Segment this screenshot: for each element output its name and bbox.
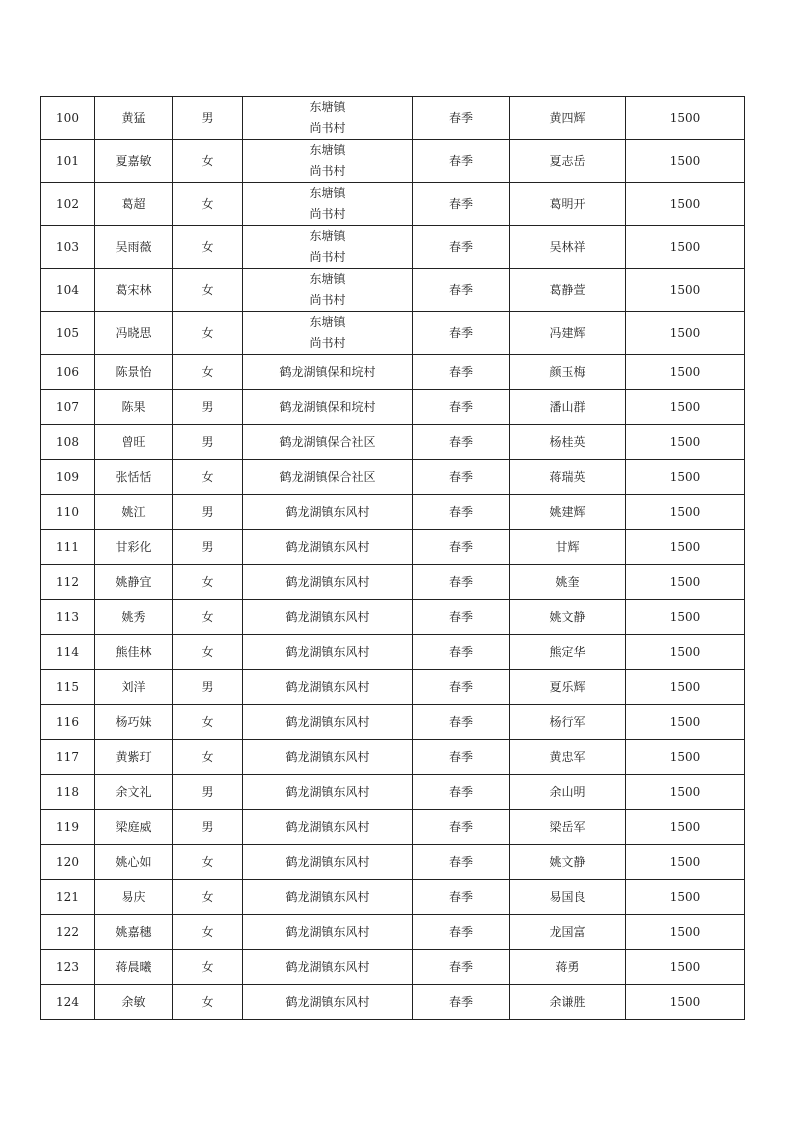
season-cell: 春季 [413, 312, 510, 355]
student-name-cell: 曾旺 [95, 425, 173, 460]
address-line: 东塘镇 [309, 143, 346, 157]
guardian-name-cell: 蒋瑞英 [510, 460, 626, 495]
guardian-name-cell: 蒋勇 [510, 950, 626, 985]
gender-cell: 女 [173, 985, 243, 1020]
amount-cell: 1500 [626, 635, 745, 670]
gender-cell: 女 [173, 140, 243, 183]
season-cell: 春季 [413, 460, 510, 495]
address-line: 东塘镇 [309, 186, 346, 200]
guardian-name-cell: 易国良 [510, 880, 626, 915]
amount-cell: 1500 [626, 565, 745, 600]
row-number-cell: 119 [41, 810, 95, 845]
amount-cell: 1500 [626, 670, 745, 705]
guardian-name-cell: 姚奎 [510, 565, 626, 600]
guardian-name-cell: 姚文静 [510, 845, 626, 880]
table-row [41, 950, 745, 985]
season-cell: 春季 [413, 600, 510, 635]
amount-cell: 1500 [626, 390, 745, 425]
gender-cell: 女 [173, 845, 243, 880]
season-cell: 春季 [413, 810, 510, 845]
table-row [41, 97, 745, 140]
row-number-cell: 108 [41, 425, 95, 460]
address-cell [243, 355, 413, 390]
row-number-cell: 110 [41, 495, 95, 530]
gender-cell: 男 [173, 530, 243, 565]
address-cell [243, 269, 413, 312]
roster-table [40, 96, 745, 1020]
gender-cell: 女 [173, 880, 243, 915]
table-row [41, 140, 745, 183]
table-row [41, 355, 745, 390]
address-line: 鹤龙湖镇东风村 [285, 959, 370, 974]
row-number-cell: 111 [41, 530, 95, 565]
student-name-cell: 张恬恬 [95, 460, 173, 495]
guardian-name-cell: 甘辉 [510, 530, 626, 565]
guardian-name-cell: 余山明 [510, 775, 626, 810]
student-name-cell: 杨巧妹 [95, 705, 173, 740]
row-number-cell: 122 [41, 915, 95, 950]
student-name-cell: 冯晓思 [95, 312, 173, 355]
student-name-cell: 葛宋林 [95, 269, 173, 312]
gender-cell: 男 [173, 670, 243, 705]
season-cell: 春季 [413, 635, 510, 670]
amount-cell: 1500 [626, 140, 745, 183]
address-cell [243, 950, 413, 985]
student-name-cell: 刘洋 [95, 670, 173, 705]
table-row [41, 269, 745, 312]
season-cell: 春季 [413, 390, 510, 425]
guardian-name-cell: 黄四辉 [510, 97, 626, 140]
amount-cell: 1500 [626, 183, 745, 226]
address-cell [243, 985, 413, 1020]
guardian-name-cell: 姚文静 [510, 600, 626, 635]
address-line: 鹤龙湖镇保合社区 [279, 469, 376, 484]
amount-cell: 1500 [626, 425, 745, 460]
amount-cell: 1500 [626, 226, 745, 269]
season-cell: 春季 [413, 140, 510, 183]
season-cell: 春季 [413, 226, 510, 269]
guardian-name-cell: 冯建辉 [510, 312, 626, 355]
amount-cell: 1500 [626, 495, 745, 530]
address-line: 东塘镇 [309, 229, 346, 243]
address-cell [243, 635, 413, 670]
season-cell: 春季 [413, 740, 510, 775]
address-cell [243, 312, 413, 355]
address-line: 鹤龙湖镇东风村 [285, 749, 370, 764]
table-row [41, 740, 745, 775]
address-cell [243, 530, 413, 565]
row-number-cell: 124 [41, 985, 95, 1020]
guardian-name-cell: 梁岳军 [510, 810, 626, 845]
row-number-cell: 116 [41, 705, 95, 740]
student-name-cell: 夏嘉敏 [95, 140, 173, 183]
row-number-cell: 121 [41, 880, 95, 915]
address-cell [243, 495, 413, 530]
address-line: 东塘镇 [309, 315, 346, 329]
student-name-cell: 吴雨薇 [95, 226, 173, 269]
guardian-name-cell: 杨桂英 [510, 425, 626, 460]
table-row [41, 670, 745, 705]
student-name-cell: 蒋晨曦 [95, 950, 173, 985]
address-line: 鹤龙湖镇东风村 [285, 539, 370, 554]
gender-cell: 男 [173, 425, 243, 460]
gender-cell: 女 [173, 269, 243, 312]
address-line: 尚书村 [309, 336, 346, 350]
season-cell: 春季 [413, 183, 510, 226]
student-name-cell: 姚心如 [95, 845, 173, 880]
amount-cell: 1500 [626, 985, 745, 1020]
gender-cell: 女 [173, 565, 243, 600]
address-line: 鹤龙湖镇东风村 [285, 854, 370, 869]
season-cell: 春季 [413, 705, 510, 740]
address-cell [243, 670, 413, 705]
row-number-cell: 106 [41, 355, 95, 390]
amount-cell: 1500 [626, 880, 745, 915]
table-row [41, 183, 745, 226]
season-cell: 春季 [413, 495, 510, 530]
guardian-name-cell: 黄忠军 [510, 740, 626, 775]
address-line: 鹤龙湖镇东风村 [285, 924, 370, 939]
address-cell [243, 140, 413, 183]
gender-cell: 女 [173, 740, 243, 775]
student-name-cell: 姚嘉穗 [95, 915, 173, 950]
gender-cell: 女 [173, 600, 243, 635]
row-number-cell: 120 [41, 845, 95, 880]
gender-cell: 男 [173, 810, 243, 845]
address-line: 鹤龙湖镇东风村 [285, 889, 370, 904]
guardian-name-cell: 夏志岳 [510, 140, 626, 183]
address-cell [243, 460, 413, 495]
address-line: 尚书村 [309, 250, 346, 264]
season-cell: 春季 [413, 950, 510, 985]
address-cell [243, 845, 413, 880]
address-cell [243, 183, 413, 226]
season-cell: 春季 [413, 565, 510, 600]
guardian-name-cell: 潘山群 [510, 390, 626, 425]
address-line: 东塘镇 [309, 100, 346, 114]
amount-cell: 1500 [626, 530, 745, 565]
amount-cell: 1500 [626, 355, 745, 390]
season-cell: 春季 [413, 845, 510, 880]
student-name-cell: 姚静宜 [95, 565, 173, 600]
gender-cell: 男 [173, 390, 243, 425]
address-cell [243, 775, 413, 810]
student-name-cell: 葛超 [95, 183, 173, 226]
table-row [41, 635, 745, 670]
season-cell: 春季 [413, 355, 510, 390]
amount-cell: 1500 [626, 950, 745, 985]
address-cell [243, 226, 413, 269]
student-name-cell: 余敏 [95, 985, 173, 1020]
row-number-cell: 113 [41, 600, 95, 635]
roster-body [41, 97, 745, 1020]
amount-cell: 1500 [626, 775, 745, 810]
row-number-cell: 123 [41, 950, 95, 985]
address-line: 尚书村 [309, 207, 346, 221]
address-cell [243, 915, 413, 950]
guardian-name-cell: 姚建辉 [510, 495, 626, 530]
row-number-cell: 118 [41, 775, 95, 810]
amount-cell: 1500 [626, 845, 745, 880]
student-name-cell: 姚江 [95, 495, 173, 530]
guardian-name-cell: 余谦胜 [510, 985, 626, 1020]
row-number-cell: 101 [41, 140, 95, 183]
student-name-cell: 梁庭威 [95, 810, 173, 845]
amount-cell: 1500 [626, 312, 745, 355]
address-cell [243, 390, 413, 425]
guardian-name-cell: 葛静萱 [510, 269, 626, 312]
table-row [41, 312, 745, 355]
amount-cell: 1500 [626, 269, 745, 312]
student-name-cell: 陈景怡 [95, 355, 173, 390]
row-number-cell: 100 [41, 97, 95, 140]
address-line: 鹤龙湖镇东风村 [285, 574, 370, 589]
table-row [41, 226, 745, 269]
address-cell [243, 97, 413, 140]
address-line: 鹤龙湖镇保合社区 [279, 434, 376, 449]
table-row [41, 600, 745, 635]
row-number-cell: 115 [41, 670, 95, 705]
address-line: 鹤龙湖镇东风村 [285, 679, 370, 694]
season-cell: 春季 [413, 880, 510, 915]
amount-cell: 1500 [626, 740, 745, 775]
row-number-cell: 117 [41, 740, 95, 775]
amount-cell: 1500 [626, 600, 745, 635]
row-number-cell: 112 [41, 565, 95, 600]
address-cell [243, 565, 413, 600]
address-cell [243, 425, 413, 460]
gender-cell: 女 [173, 312, 243, 355]
season-cell: 春季 [413, 269, 510, 312]
gender-cell: 女 [173, 950, 243, 985]
address-line: 尚书村 [309, 121, 346, 135]
table-row [41, 705, 745, 740]
guardian-name-cell: 杨行军 [510, 705, 626, 740]
student-name-cell: 陈果 [95, 390, 173, 425]
gender-cell: 女 [173, 183, 243, 226]
address-cell [243, 880, 413, 915]
gender-cell: 女 [173, 915, 243, 950]
season-cell: 春季 [413, 530, 510, 565]
table-row [41, 810, 745, 845]
row-number-cell: 109 [41, 460, 95, 495]
student-name-cell: 甘彩化 [95, 530, 173, 565]
address-line: 东塘镇 [309, 272, 346, 286]
season-cell: 春季 [413, 775, 510, 810]
table-row [41, 775, 745, 810]
guardian-name-cell: 葛明开 [510, 183, 626, 226]
address-cell [243, 600, 413, 635]
student-name-cell: 易庆 [95, 880, 173, 915]
gender-cell: 男 [173, 495, 243, 530]
table-row [41, 425, 745, 460]
table-row [41, 565, 745, 600]
guardian-name-cell: 龙国富 [510, 915, 626, 950]
student-name-cell: 黄紫玎 [95, 740, 173, 775]
row-number-cell: 107 [41, 390, 95, 425]
address-cell [243, 740, 413, 775]
gender-cell: 女 [173, 355, 243, 390]
address-line: 鹤龙湖镇东风村 [285, 784, 370, 799]
season-cell: 春季 [413, 97, 510, 140]
address-cell [243, 810, 413, 845]
address-line: 鹤龙湖镇保和垸村 [279, 364, 376, 379]
gender-cell: 女 [173, 460, 243, 495]
address-line: 尚书村 [309, 293, 346, 307]
table-row [41, 530, 745, 565]
table-row [41, 390, 745, 425]
gender-cell: 女 [173, 705, 243, 740]
row-number-cell: 104 [41, 269, 95, 312]
amount-cell: 1500 [626, 97, 745, 140]
student-name-cell: 黄猛 [95, 97, 173, 140]
student-name-cell: 姚秀 [95, 600, 173, 635]
student-name-cell: 余文礼 [95, 775, 173, 810]
gender-cell: 男 [173, 775, 243, 810]
table-row [41, 985, 745, 1020]
address-cell [243, 705, 413, 740]
amount-cell: 1500 [626, 460, 745, 495]
season-cell: 春季 [413, 985, 510, 1020]
amount-cell: 1500 [626, 705, 745, 740]
guardian-name-cell: 熊定华 [510, 635, 626, 670]
amount-cell: 1500 [626, 915, 745, 950]
table-row [41, 915, 745, 950]
row-number-cell: 102 [41, 183, 95, 226]
gender-cell: 女 [173, 635, 243, 670]
table-row [41, 845, 745, 880]
table-row [41, 495, 745, 530]
gender-cell: 女 [173, 226, 243, 269]
address-line: 尚书村 [309, 164, 346, 178]
address-line: 鹤龙湖镇保和垸村 [279, 399, 376, 414]
guardian-name-cell: 夏乐辉 [510, 670, 626, 705]
address-line: 鹤龙湖镇东风村 [285, 644, 370, 659]
row-number-cell: 103 [41, 226, 95, 269]
season-cell: 春季 [413, 915, 510, 950]
address-line: 鹤龙湖镇东风村 [285, 714, 370, 729]
address-line: 鹤龙湖镇东风村 [285, 819, 370, 834]
row-number-cell: 105 [41, 312, 95, 355]
season-cell: 春季 [413, 670, 510, 705]
address-line: 鹤龙湖镇东风村 [285, 609, 370, 624]
guardian-name-cell: 颜玉梅 [510, 355, 626, 390]
row-number-cell: 114 [41, 635, 95, 670]
address-line: 鹤龙湖镇东风村 [285, 504, 370, 519]
table-row [41, 460, 745, 495]
season-cell: 春季 [413, 425, 510, 460]
amount-cell: 1500 [626, 810, 745, 845]
address-line: 鹤龙湖镇东风村 [285, 994, 370, 1009]
student-name-cell: 熊佳林 [95, 635, 173, 670]
guardian-name-cell: 吴林祥 [510, 226, 626, 269]
gender-cell: 男 [173, 97, 243, 140]
table-row [41, 880, 745, 915]
